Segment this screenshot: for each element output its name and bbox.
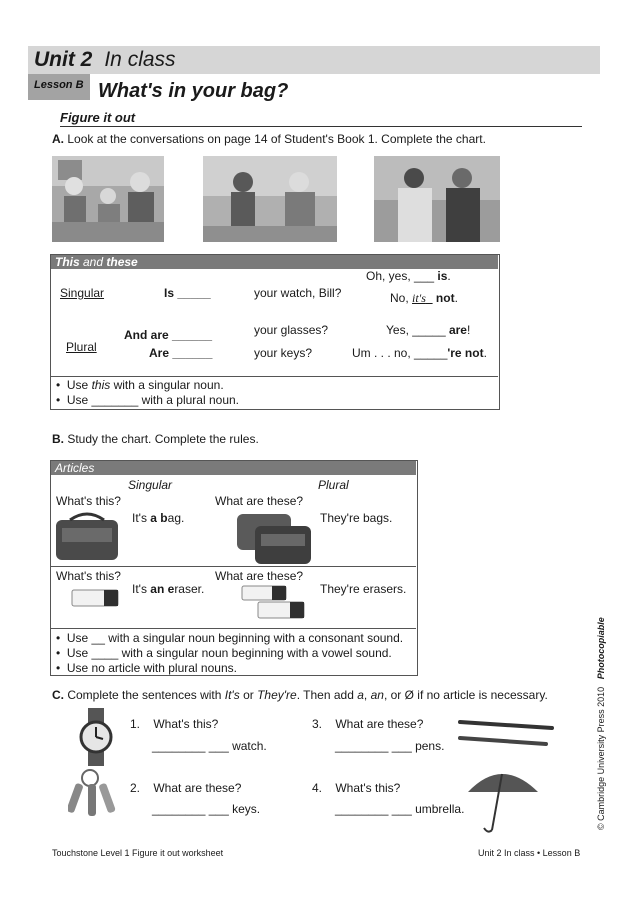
col-singular: Singular [128,478,173,492]
q-these-erasers: What are these? [215,569,304,583]
lesson-title: What's in your bag? [98,80,289,102]
keys-image [68,768,118,820]
rule-this: • Use this with a singular noun. [56,378,224,392]
erasers-image [240,584,306,620]
articles-divider-2 [51,628,416,629]
umbrella-image [462,762,542,834]
part-a-instruction: A. Look at the conversations on page 14 of Student's Book 1. Complete the chart. [52,132,486,146]
bags-image [235,510,313,566]
footer-right: Unit 2 In class • Lesson B [478,848,581,858]
q-these-bags: What are these? [215,494,304,508]
eraser-image [70,586,120,610]
plural-answer-2: Um . . . no, _____'re not. [352,346,487,360]
item-2-blank: ________ ___ keys. [152,802,261,816]
side-credit: © Cambridge University Press 2010 Photocopiable [596,617,606,830]
a-bag: It's a bag. [132,511,185,525]
part-c-instruction: C. Complete the sentences with It's or They're. Then add a, an, or Ø if no article is necessary. [52,688,548,702]
articles-divider-1 [51,566,416,567]
plural-object-2: your keys? [254,346,313,360]
plural-object-1: your glasses? [254,323,329,337]
q-this-bag: What's this? [56,494,121,508]
a-erasers: They're erasers. [320,582,407,596]
item-3-blank: ________ ___ pens. [335,739,445,753]
q-this-eraser: What's this? [56,569,121,583]
item-3: 3. What are these? [312,717,424,731]
plural-question-2: Are ______ [149,346,213,360]
plural-question-1: And are ______ [124,328,213,342]
item-4: 4. What's this? [312,781,401,795]
singular-question: Is _____ [164,286,211,300]
footer-left: Touchstone Level 1 Figure it out worksheet [52,848,224,858]
pens-image [456,716,556,750]
singular-answer-no: No, it's not. [390,291,458,305]
boys-photo [374,156,500,242]
part-b-instruction: B. Study the chart. Complete the rules. [52,432,259,446]
rule-consonant: • Use __ with a singular noun beginning with a consonant sound. [56,631,404,645]
rule-these: • Use _______ with a plural noun. [56,393,239,407]
singular-label: Singular [60,286,105,300]
item-1: 1. What's this? [130,717,219,731]
section-title: Figure it out [60,110,582,127]
item-1-blank: ________ ___ watch. [152,739,267,753]
lesson-label: Lesson B [34,79,84,91]
a-eraser: It's an eraser. [132,582,205,596]
a-bags: They're bags. [320,511,393,525]
hallway-photo [203,156,337,242]
col-plural: Plural [318,478,349,492]
classroom-photo [52,156,164,242]
bag-image [52,512,122,564]
this-these-title: This and these [51,255,498,269]
plural-answer-1: Yes, _____ are! [386,323,471,337]
plural-label: Plural [66,340,97,354]
item-2: 2. What are these? [130,781,242,795]
unit-title: Unit 2 In class [34,48,176,71]
watch-image [76,708,116,766]
table-a-divider [51,376,498,377]
rule-vowel: • Use ____ with a singular noun beginning with a vowel sound. [56,646,392,660]
item-4-blank: ________ ___ umbrella. [335,802,465,816]
singular-object: your watch, Bill? [254,286,342,300]
rule-plural: • Use no article with plural nouns. [56,661,237,675]
articles-title: Articles [51,461,416,475]
singular-answer-yes: Oh, yes, ___ is. [366,269,451,283]
